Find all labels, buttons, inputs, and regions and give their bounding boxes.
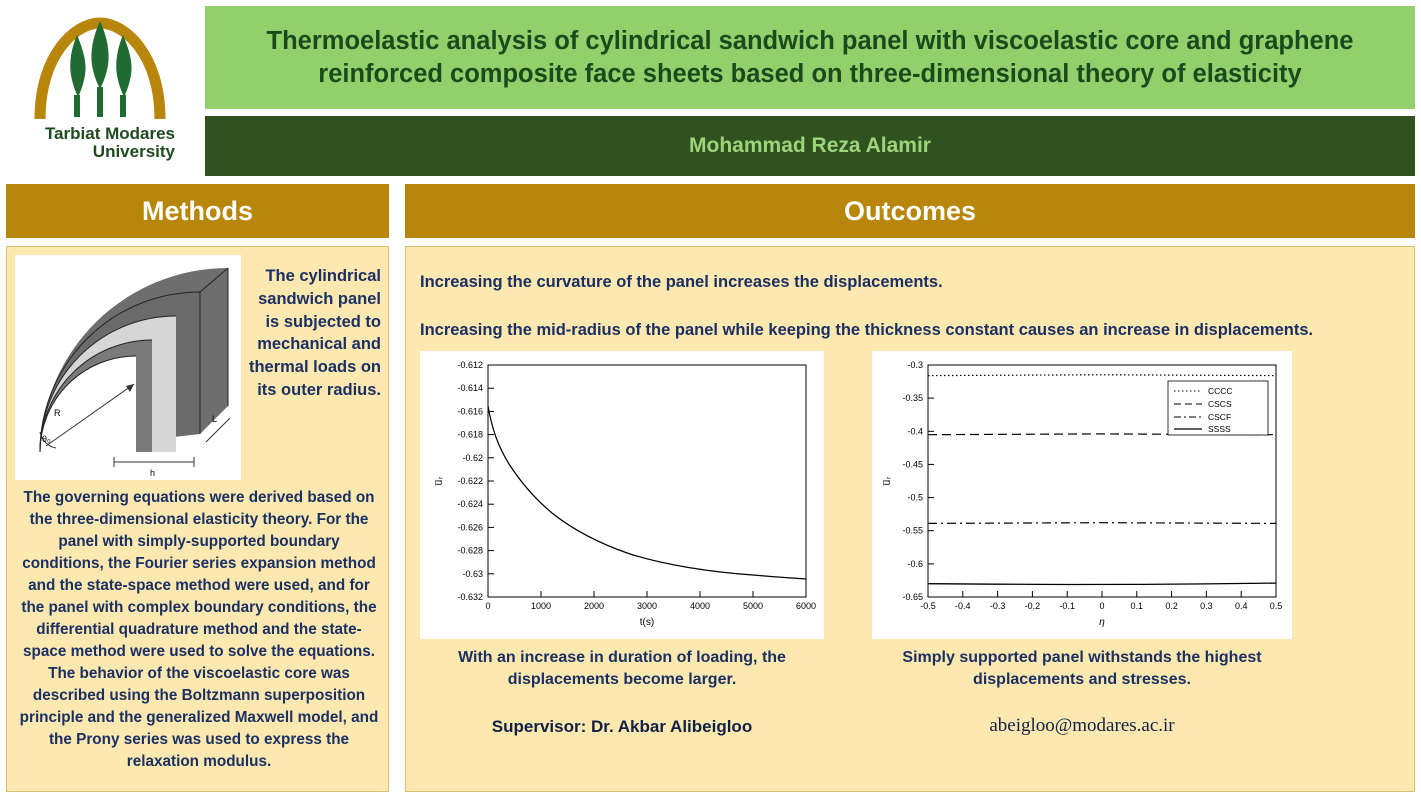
logo-caption-line2: University — [92, 142, 175, 161]
svg-text:-0.2: -0.2 — [1024, 601, 1041, 611]
svg-text:-0.65: -0.65 — [902, 592, 923, 602]
svg-text:-0.55: -0.55 — [902, 525, 923, 536]
chart-left-svg — [420, 351, 824, 639]
svg-text:-0.632: -0.632 — [457, 592, 483, 602]
svg-text:0.1: 0.1 — [1130, 601, 1144, 611]
logo-caption-line1: Tarbiat Modares — [44, 124, 175, 144]
logo-icon — [30, 15, 170, 123]
outcome-bullet-1: Increasing the curvature of the panel increases the displacements. — [420, 273, 943, 291]
chart-left-caption: With an increase in duration of loading, the displacements become larger. — [458, 649, 786, 688]
svg-text:2000: 2000 — [583, 601, 605, 611]
section-title-outcomes: Outcomes — [843, 195, 977, 226]
section-header-methods — [6, 184, 389, 238]
figure-label-length: L — [212, 414, 218, 424]
svg-text:-0.5: -0.5 — [920, 601, 936, 611]
logo-caption — [25, 125, 175, 161]
section-header-outcomes — [405, 184, 1415, 238]
outcomes-panel — [405, 246, 1415, 792]
svg-text:0: 0 — [1099, 601, 1105, 611]
svg-text:-0.5: -0.5 — [907, 492, 923, 503]
figure-label-radius: R — [54, 408, 61, 418]
methods-panel — [6, 246, 389, 792]
svg-text:-0.616: -0.616 — [457, 406, 483, 417]
poster-header — [0, 0, 1421, 176]
chart-right-legend — [1168, 381, 1268, 435]
svg-text:1000: 1000 — [530, 601, 552, 611]
svg-text:4000: 4000 — [689, 601, 711, 611]
legend-entry-cccc: CCCC — [1208, 386, 1233, 396]
svg-text:-0.614: -0.614 — [457, 383, 483, 394]
title-band — [205, 6, 1415, 109]
svg-text:-0.63: -0.63 — [462, 568, 483, 579]
chart-right-svg — [872, 351, 1292, 639]
contact-email[interactable]: abeigloo@modares.ac.ir — [989, 715, 1175, 736]
svg-text:-0.3: -0.3 — [907, 360, 923, 370]
chart-displacement-vs-eta — [872, 351, 1292, 639]
author-name: Mohammad Reza Alamir — [689, 134, 931, 157]
svg-text:-0.1: -0.1 — [1059, 601, 1075, 611]
svg-text:-0.626: -0.626 — [457, 522, 483, 533]
svg-text:-0.612: -0.612 — [457, 360, 483, 370]
figure-label-angle: θ₀ — [42, 434, 51, 444]
svg-text:-0.4: -0.4 — [907, 426, 923, 437]
svg-text:-0.624: -0.624 — [457, 499, 483, 510]
section-title-methods: Methods — [142, 195, 253, 226]
svg-text:5000: 5000 — [742, 601, 764, 611]
svg-text:0.2: 0.2 — [1165, 601, 1178, 611]
supervisor-text: Supervisor: Dr. Akbar Alibeigloo — [491, 717, 753, 736]
svg-text:-0.618: -0.618 — [457, 429, 483, 440]
chart-right-caption: Simply supported panel withstands the highest displacements and stresses. — [902, 649, 1262, 688]
svg-text:-0.4: -0.4 — [955, 601, 971, 611]
methods-body-text: The governing equations were derived based on the three-dimensional elasticity theory. For the panel with simply-supported boundary conditions, the Fourier series expansion method and the state-space method were used, and for the panel with complex boundary conditions, the differential quadrature method and the state-space method were used to solve the equations. The behavior of the viscoelastic core was described using the Boltzmann superposition principle and the generalized Maxwell model, and the Prony series was used to express the relaxation modulus. — [19, 489, 379, 771]
chart-right-ylabel: u̅ ᵣ — [882, 476, 893, 486]
chart-displacement-vs-time — [420, 351, 824, 639]
legend-entry-ssss: SSSS — [1208, 424, 1231, 434]
figure-caption: The cylindrical sandwich panel is subjected to mechanical and thermal loads on its outer radius. — [248, 267, 381, 399]
chart-right-xlabel: η — [1099, 617, 1105, 628]
poster-title: Thermoelastic analysis of cylindrical sandwich panel with viscoelastic core and graphene reinforced composite face sheets based on three-dimensional theory of elasticity — [266, 26, 1354, 88]
svg-text:0: 0 — [485, 601, 491, 611]
sandwich-panel-diagram — [16, 256, 240, 479]
svg-text:0.3: 0.3 — [1200, 601, 1213, 611]
outcome-bullet-2: Increasing the mid-radius of the panel while keeping the thickness constant causes an increase in displacements. — [420, 321, 1314, 339]
svg-text:3000: 3000 — [636, 601, 658, 611]
legend-entry-cscf: CSCF — [1208, 412, 1232, 422]
legend-entry-cscs: CSCS — [1208, 399, 1232, 409]
chart-left-xlabel: t(s) — [639, 617, 655, 628]
author-band — [205, 116, 1415, 176]
svg-text:-0.62: -0.62 — [462, 452, 483, 463]
figure-label-thickness: h — [150, 468, 156, 478]
university-logo — [0, 0, 200, 176]
chart-left-ylabel: u̅ ᵣ — [434, 476, 445, 486]
svg-text:-0.45: -0.45 — [902, 459, 923, 470]
svg-text:-0.3: -0.3 — [989, 601, 1006, 611]
cylindrical-panel-figure — [15, 255, 241, 480]
svg-text:6000: 6000 — [795, 601, 817, 611]
svg-text:0.5: 0.5 — [1269, 601, 1283, 611]
svg-text:-0.628: -0.628 — [457, 545, 483, 556]
svg-text:-0.6: -0.6 — [907, 558, 923, 569]
logo-graphic — [30, 15, 170, 123]
svg-text:0.4: 0.4 — [1234, 601, 1248, 611]
svg-text:-0.622: -0.622 — [457, 476, 483, 486]
svg-text:-0.35: -0.35 — [902, 393, 923, 404]
